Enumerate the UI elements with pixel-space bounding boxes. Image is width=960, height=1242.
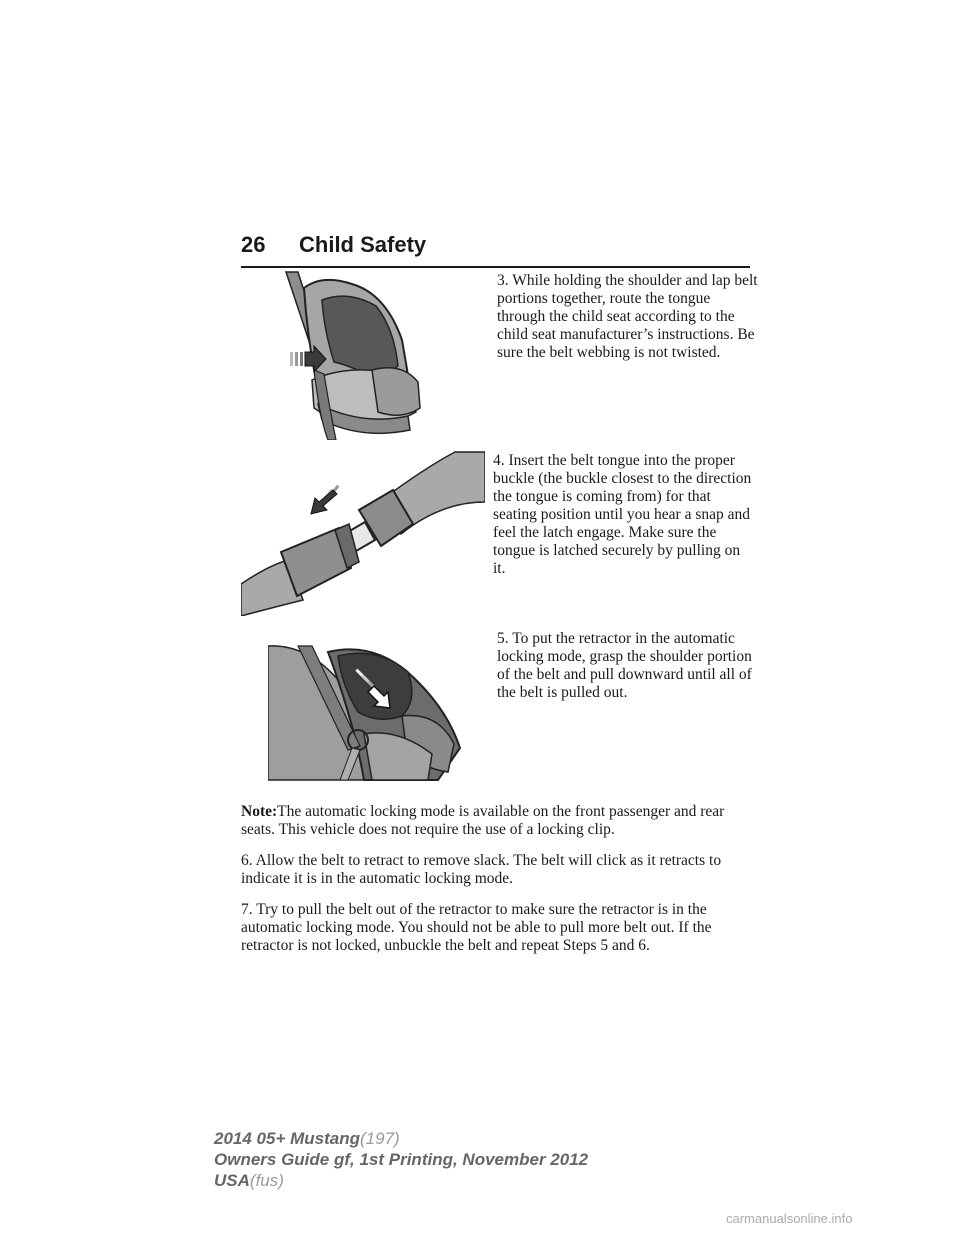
step-5-text: 5. To put the retractor in the automatic locking mode, grasp the shoulder portion of the belt and pull downward until all of the belt is pulled out. <box>497 630 752 701</box>
header-rule <box>241 266 750 268</box>
step-3-text: 3. While holding the shoulder and lap belt portions together, route the tongue through the child seat according to the child seat manufacturer’s instructions. Be sure the belt webbing is not twisted. <box>497 272 758 361</box>
section-title: Child Safety <box>299 232 427 257</box>
shoulder-belt-pull-illustration <box>268 642 464 782</box>
footer-line-3: USA(fus) <box>214 1171 284 1190</box>
footer-line-1: 2014 05+ Mustang(197) <box>214 1129 400 1148</box>
step-4-text: 4. Insert the belt tongue into the proper buckle (the buckle closest to the direction the tongue is coming from) for that seating position until you hear a snap and feel the latch engage. Make sure the tongue is latched securely by pulling on it. <box>493 452 752 577</box>
note-label: Note: <box>241 803 278 820</box>
page-number: 26 <box>241 232 266 257</box>
step-6-text: 6. Allow the belt to retract to remove slack. The belt will click as it retracts to indicate it is in the automatic locking mode. <box>241 852 722 887</box>
note-paragraph <box>241 803 753 839</box>
child-seat-belt-routing-illustration <box>282 270 430 440</box>
belt-buckle-insertion-illustration <box>241 450 485 616</box>
watermark: carmanualsonline.info <box>726 1211 853 1226</box>
document-footer <box>214 1128 588 1191</box>
note-text: The automatic locking mode is available on the front passenger and rear seats. This vehicle does not require the use of a locking clip. <box>241 803 725 838</box>
step-7-text: 7. Try to pull the belt out of the retractor to make sure the retractor is in the automatic locking mode. You should not be able to pull more belt out. If the retractor is not locked, unbuckle the belt and repeat Steps 5 and 6. <box>241 901 712 954</box>
footer-line-2: Owners Guide gf, 1st Printing, November 2012 <box>214 1150 589 1169</box>
